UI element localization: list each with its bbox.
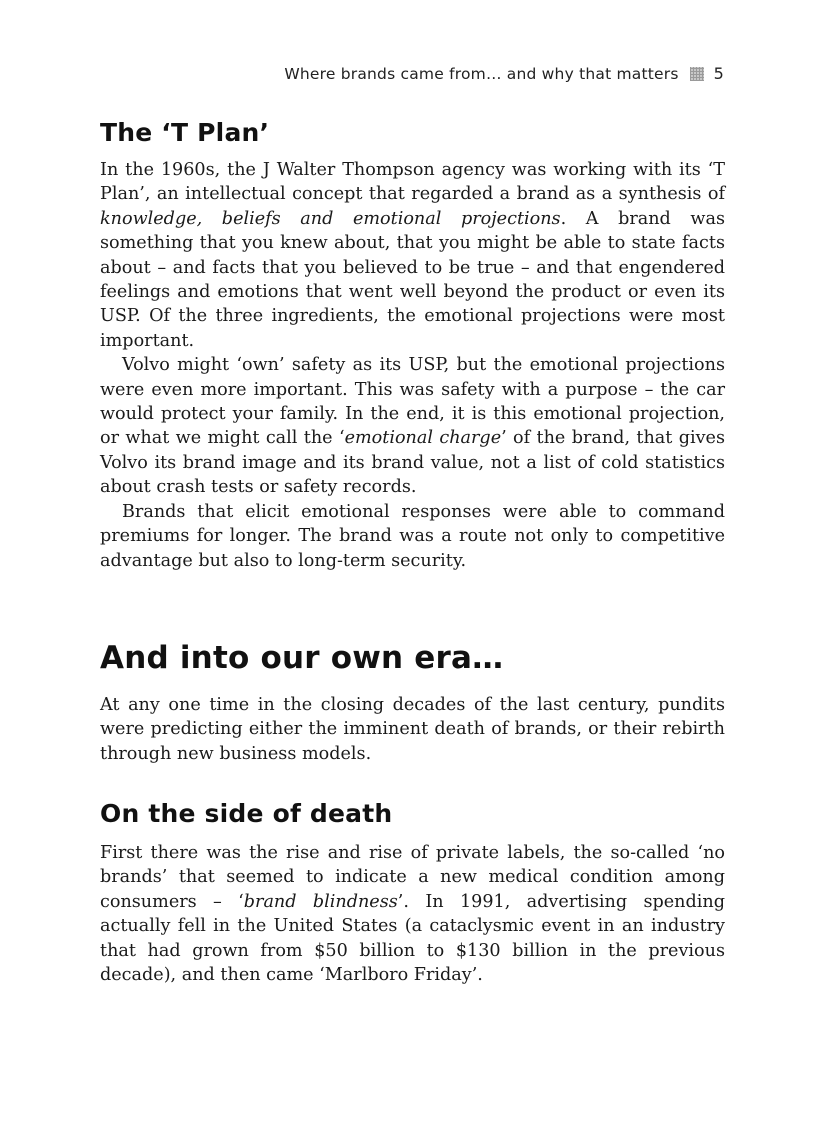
paragraph-own-era-1: At any one time in the closing decades of the last century, pundits were predicting either the imminent death of brands, or their rebirth through new business models. — [100, 695, 725, 764]
text-run: In the 1960s, the J Walter Thompson agency was working with its ‘T Plan’, an intellectual concept that regarded a brand as a synthesis of — [100, 160, 725, 205]
emphasis-text: knowledge, beliefs and emotional projections — [100, 208, 561, 229]
text-run: Volvo might ‘own’ safety as its USP, but the emotional projections were even more important. This was safety with a purpose – the car would protect your family. In the end, it is this emotional projection, or what we might call the ‘ — [100, 355, 725, 449]
paragraph-t-plan-1 — [100, 158, 725, 353]
paragraph-t-plan-2 — [100, 353, 725, 499]
page-number: 5 — [713, 64, 724, 83]
section-heading-death: On the side of death — [100, 799, 393, 828]
section-death — [100, 799, 725, 987]
section-heading-t-plan: The ‘T Plan’ — [100, 118, 270, 147]
text-run: First there was the rise and rise of private labels, the so-called ‘no brands’ that seemed to indicate a new medical condition among consumers – ‘ — [100, 843, 725, 912]
text-run: ’. In 1991, advertising spending actually fell in the United States (a cataclysmic event in an industry that had grown from $50 billion to $130 billion in the previous decade), and then came ‘Marlboro Friday’. — [100, 891, 725, 986]
text-run: . A brand was something that you knew about, that you might be able to state facts about – and facts that you believed to be true – and that engendered feelings and emotions that went well beyond the product or even its USP. Of the three ingredients, the emotional projections were most important. — [100, 208, 725, 351]
text-run: ’ of the brand, that gives Volvo its brand image and its brand value, not a list of cold statistics about crash tests or safety records. — [100, 428, 725, 498]
emphasis-text: brand blindness — [243, 891, 398, 912]
running-head-marker-icon — [690, 67, 704, 81]
section-t-plan — [100, 118, 725, 573]
section-heading-own-era: And into our own era… — [100, 640, 504, 676]
emphasis-text: emotional charge — [344, 428, 502, 449]
running-head-title: Where brands came from… and why that matters — [284, 64, 679, 83]
section-own-era — [100, 640, 725, 766]
paragraph-death-1 — [100, 841, 725, 987]
running-head — [284, 64, 724, 83]
paragraph-t-plan-3: Brands that elicit emotional responses were able to command premiums for longer. The brand was a route not only to competitive advantage but also to long-term security. — [100, 501, 725, 571]
